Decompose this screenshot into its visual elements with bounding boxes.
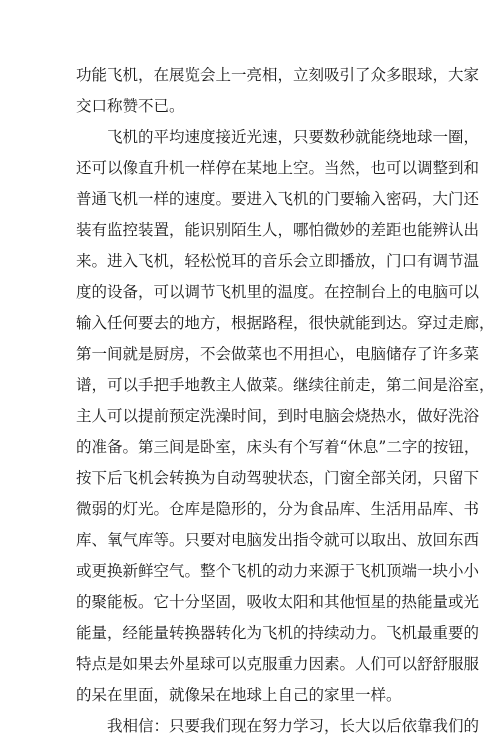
text-line: 特点是如果去外星球可以克服重力因素。人们可以舒舒服服: [76, 655, 480, 673]
document-body: [76, 60, 495, 742]
text-line: 第一间就是厨房，不会做菜也不用担心，电脑储存了许多菜: [76, 345, 480, 363]
text-line: 输入任何要去的地方，根据路程，很快就能到达。穿过走廊，: [76, 314, 495, 332]
text-line: 度的设备，可以调节飞机里的温度。在控制台上的电脑可以: [76, 283, 480, 301]
text-line: 的准备。第三间是卧室，床头有个写着“休息”二字的按钮，: [76, 438, 480, 456]
paragraph-first-line: 飞机的平均速度接近光速，只要数秒就能绕地球一圈，: [107, 128, 480, 146]
text-line: 主人可以提前预定洗澡时间，到时电脑会烧热水，做好洗浴: [76, 407, 480, 425]
text-line: 装有监控装置，能识别陌生人，哪怕微妙的差距也能辨认出: [76, 221, 480, 239]
text-line: 谱，可以手把手地教主人做菜。继续往前走，第二间是浴室，: [76, 376, 495, 394]
text-line: 交口称赞不已。: [76, 97, 185, 115]
text-line: 普通飞机一样的速度。要进入飞机的门要输入密码，大门还: [76, 190, 480, 208]
text-line: 功能飞机，在展览会上一亮相，立刻吸引了众多眼球，大家: [76, 66, 480, 84]
text-line: 来。进入飞机，轻松悦耳的音乐会立即播放，门口有调节温: [76, 252, 480, 270]
paragraph-first-line: 我相信：只要我们现在努力学习，长大以后依靠我们的: [107, 717, 480, 735]
text-line: 库、氧气库等。只要对电脑发出指令就可以取出、放回东西: [76, 531, 480, 549]
text-line: 按下后飞机会转换为自动驾驶状态，门窗全部关闭，只留下: [76, 469, 480, 487]
text-line: 微弱的灯光。仓库是隐形的，分为食品库、生活用品库、书: [76, 500, 480, 518]
text-line: 能量，经能量转换器转化为飞机的持续动力。飞机最重要的: [76, 624, 480, 642]
text-line: 还可以像直升机一样停在某地上空。当然，也可以调整到和: [76, 159, 480, 177]
text-line: 的呆在里面，就像呆在地球上自己的家里一样。: [76, 686, 402, 704]
text-line: 的聚能板。它十分坚固，吸收太阳和其他恒星的热能量或光: [76, 593, 480, 611]
text-line: 或更换新鲜空气。整个飞机的动力来源于飞机顶端一块小小: [76, 562, 480, 580]
